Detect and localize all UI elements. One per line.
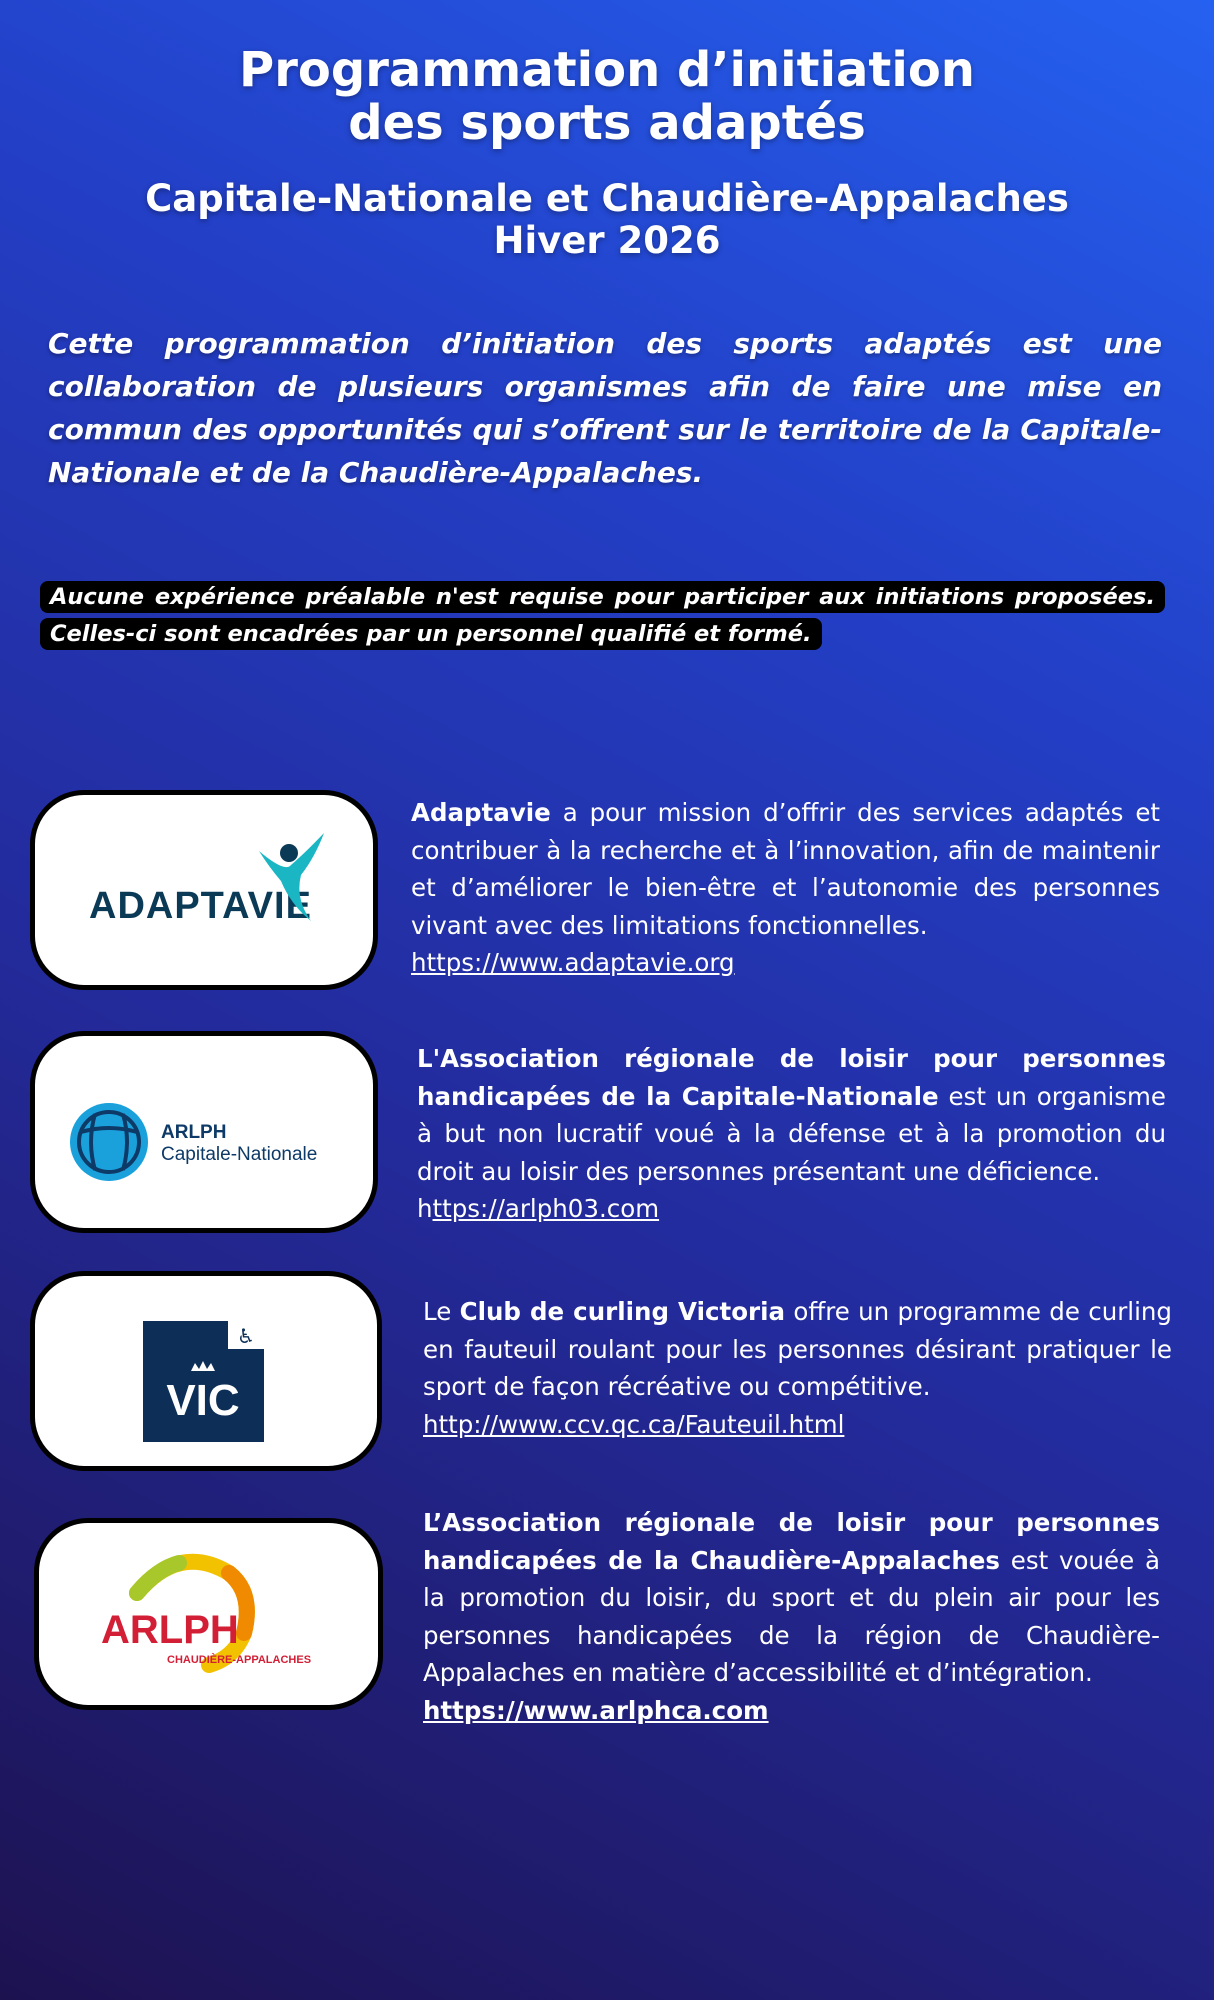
adaptavie-logo-text: ADAPTAVIE bbox=[89, 885, 312, 927]
page-title bbox=[0, 44, 1214, 150]
title-line-1: Programmation d’initiation bbox=[239, 42, 975, 98]
adaptavie-text: a pour mission d’offrir des services adaptés et contribuer à la recherche et à l’innovation, afin de maintenir et d’améliorer le bien-être et l’autonomie des personnes vivant avec des limitations fonctionnelles. bbox=[411, 798, 1160, 940]
vic-description bbox=[423, 1293, 1172, 1443]
page-subtitle bbox=[0, 178, 1214, 262]
vic-name: Club de curling Victoria bbox=[459, 1297, 786, 1326]
club-curling-victoria-logo bbox=[35, 1276, 377, 1466]
vic-link[interactable]: http://www.ccv.qc.ca/Fauteuil.html bbox=[423, 1409, 845, 1439]
vic-logo-card bbox=[30, 1271, 382, 1471]
arlphca-text: est vouée à la promotion du loisir, du sport et du plein air pour les personnes handicapées de la région de Chaudière-Appalaches en matière d’accessibilité et d’intégration. bbox=[423, 1545, 1160, 1687]
arlph03-name: L'Association régionale de loisir pour personnes handicapées de la Capitale-Nationale bbox=[417, 1044, 1166, 1111]
adaptavie-logo-card bbox=[30, 790, 378, 990]
intro-paragraph: Cette programmation d’initiation des sports adaptés est une collaboration de plusieurs organismes afin de faire une mise en commun des opportunités qui s’offrent sur le territoire de la Capitale-Nationale et de la Chaudière-Appalaches. bbox=[48, 327, 1162, 489]
arlphca-logo-card bbox=[34, 1518, 383, 1710]
arlphca-link[interactable]: https://www.arlphca.com bbox=[423, 1695, 769, 1725]
adaptavie-name: Adaptavie bbox=[411, 798, 551, 827]
arlphca-description bbox=[423, 1504, 1160, 1729]
arlph03-circle-icon bbox=[70, 1103, 148, 1181]
title-line-2: des sports adaptés bbox=[348, 95, 866, 151]
arlph-capitale-nationale-logo bbox=[35, 1036, 373, 1228]
arlph03-link[interactable]: ttps://arlph03.com bbox=[432, 1194, 660, 1223]
wheelchair-icon: ♿ bbox=[237, 1324, 255, 1348]
arlph03-link-prefix: h bbox=[417, 1194, 433, 1223]
arlph03-text: est un organisme à but non lucratif voué à la défense et à la promotion du droit au loisir des personnes présentant une déficience. bbox=[417, 1081, 1166, 1186]
arlph03-logo-text-1: ARLPH bbox=[161, 1122, 227, 1143]
arlphca-logo-text-2: CHAUDIÈRE-APPALACHES bbox=[167, 1654, 312, 1666]
adaptavie-link[interactable]: https://www.adaptavie.org bbox=[411, 948, 735, 977]
requirement-note-text: Aucune expérience préalable n'est requise pour participer aux initiations proposées. Celles-ci sont encadrées par un personnel qualifié et formé. bbox=[40, 581, 1165, 650]
requirement-note bbox=[40, 579, 1165, 653]
adaptavie-figure-head-icon bbox=[280, 844, 298, 862]
adaptavie-description bbox=[411, 794, 1160, 982]
vic-logo-text: VIC bbox=[166, 1376, 240, 1425]
vic-prefix: Le bbox=[423, 1297, 460, 1326]
arlph03-logo-text-2: Capitale-Nationale bbox=[161, 1144, 318, 1165]
subtitle-line-1: Capitale-Nationale et Chaudière-Appalaches bbox=[145, 177, 1069, 220]
arlph03-logo-card bbox=[30, 1031, 378, 1233]
vic-text: offre un programme de curling en fauteuil roulant pour les personnes désirant pratiquer le sport de façon récréative ou compétitive. bbox=[423, 1297, 1172, 1401]
adaptavie-logo bbox=[35, 795, 373, 985]
arlph03-description bbox=[417, 1040, 1166, 1228]
arlph-chaudiere-appalaches-logo bbox=[39, 1523, 378, 1705]
arlphca-logo-text-1: ARLPH bbox=[101, 1608, 239, 1652]
arlphca-name: L’Association régionale de loisir pour personnes handicapées de la Chaudière-Appalaches bbox=[423, 1508, 1160, 1575]
subtitle-line-2: Hiver 2026 bbox=[493, 219, 721, 262]
